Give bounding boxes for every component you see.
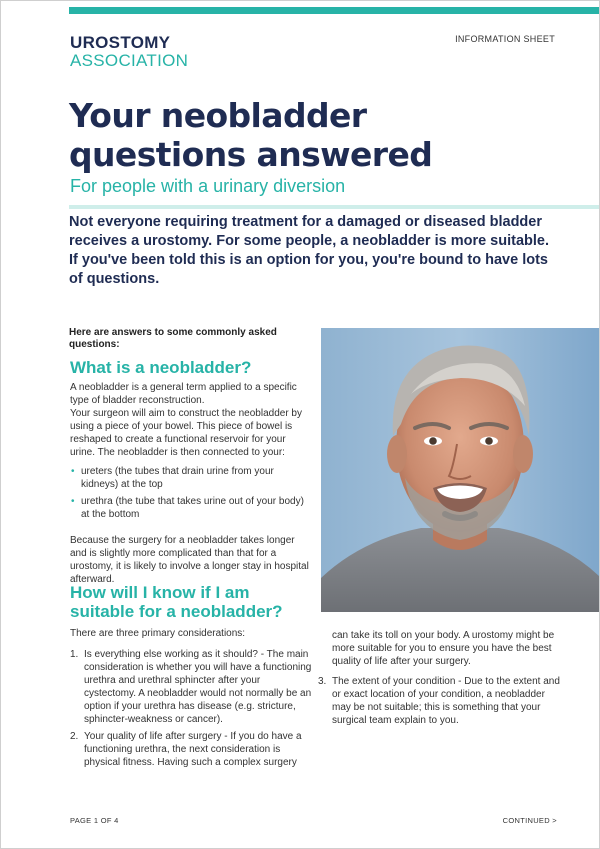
urostomy-association-logo: [70, 34, 188, 69]
bullet-icon: •: [71, 496, 75, 507]
page-title: [69, 96, 432, 174]
list-item: [318, 675, 566, 727]
list-item-text: Is everything else working as it should? - The main consideration is whether you will have a functioning urethra and urethral sphincter after your cystectomy. A neobladder would not normally be an option if your urethra has disease (e.g. stricture, sphincter-weakness or cancer).: [84, 649, 312, 725]
list-item: [70, 730, 312, 769]
section2-heading-line-1: How will I know if I am: [70, 583, 250, 602]
list-item: [70, 495, 310, 521]
list-item-text: ureters (the tubes that drain urine from your kidneys) at the top: [81, 466, 274, 490]
list-item-text: urethra (the tube that takes urine out of your body) at the bottom: [81, 496, 304, 520]
section-heading-what-is-neobladder: [70, 358, 251, 377]
considerations-list-right: [318, 675, 566, 731]
section1-paragraph-1: A neobladder is a general term applied to a specific type of bladder reconstruction.: [70, 382, 297, 406]
list-number: 1.: [70, 649, 79, 660]
lead-in-text: Here are answers to some commonly asked questions:: [69, 327, 277, 350]
page-number: PAGE 1 OF 4: [70, 816, 119, 825]
list-item-text: Your quality of life after surgery - If you do have a functioning urethra, the next consideration is physical fitness. Having such a complex surgery: [84, 731, 302, 768]
intro-paragraph: Not everyone requiring treatment for a damaged or diseased bladder receives a urostomy. For some people, a neobladder is more suitable. If you've been told this is an option for you, you're bound to have lots of questions.: [69, 214, 550, 287]
information-sheet-label: INFORMATION SHEET: [455, 34, 555, 44]
continued-label: CONTINUED >: [502, 816, 557, 825]
considerations-list-left: [70, 648, 312, 773]
section1-heading-text: What is a neobladder?: [70, 358, 252, 377]
list-item-text: The extent of your condition - Due to the extent and or exact location of your condition, a neobladder may be not suitable; this is something that your surgical team explain to you.: [332, 676, 560, 726]
section-heading-suitability: [70, 583, 283, 621]
list-item: [70, 465, 310, 491]
bullet-icon: •: [71, 466, 75, 477]
logo-line-2: ASSOCIATION: [70, 51, 189, 70]
list-number: 3.: [318, 676, 327, 687]
connection-list: [70, 465, 310, 525]
item-2-continuation: can take its toll on your body. A urostomy might be more suitable for you to ensure you have the best quality of life after your surgery.: [332, 630, 555, 667]
section1-paragraph-2: Your surgeon will aim to construct the neobladder by using a piece of your bowel. This piece of bowel is reshaped to create a functional reservoir for your urine. The neobladder is then connected to your:: [70, 408, 302, 458]
section1-paragraph-3: Because the surgery for a neobladder takes longer and is slightly more complicated than that for a urostomy, it is likely to involve a longer stay in hospital afterward.: [70, 535, 309, 585]
smiling-man-photo: [321, 328, 599, 612]
list-item: [70, 648, 312, 726]
section2-heading-line-2: suitable for a neobladder?: [70, 602, 283, 621]
page-subtitle: For people with a urinary diversion: [70, 176, 346, 196]
title-line-1: Your neobladder: [69, 96, 367, 135]
header-divider: [69, 205, 599, 209]
list-number: 2.: [70, 731, 79, 742]
top-accent-bar: [69, 7, 599, 14]
section2-paragraph-1: There are three primary considerations:: [70, 628, 246, 639]
title-line-2: questions answered: [69, 135, 433, 174]
logo-line-1: UROSTOMY: [70, 33, 171, 52]
